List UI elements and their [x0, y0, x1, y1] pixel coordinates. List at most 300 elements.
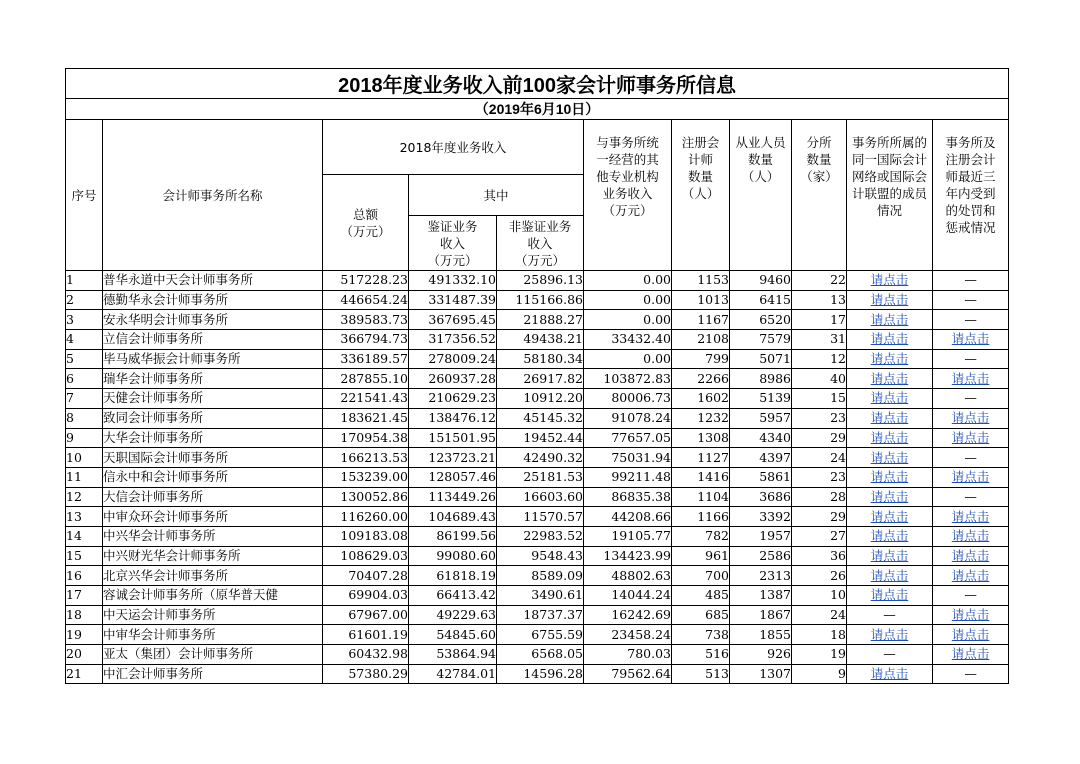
penalty-detail-link[interactable]: 请点击 [951, 331, 990, 347]
staff-count: 926 [730, 645, 792, 665]
table-row [66, 330, 1009, 350]
penalty-cell [933, 664, 1009, 684]
header-line: 业务收入 [602, 186, 653, 201]
table-row [66, 586, 1009, 606]
assurance-revenue: 317356.52 [409, 330, 497, 350]
non-assurance-revenue: 11570.57 [497, 507, 584, 527]
firm-name: 容诚会计师事务所（原华普天健 [103, 586, 323, 606]
non-assurance-revenue: 21888.27 [497, 310, 584, 330]
unified-other-revenue: 86835.38 [584, 487, 672, 507]
total-revenue: 446654.24 [323, 290, 409, 310]
assurance-revenue: 113449.26 [409, 487, 497, 507]
unified-other-revenue: 103872.83 [584, 369, 672, 389]
network-detail-link[interactable]: 请点击 [870, 390, 909, 406]
table-row [66, 408, 1009, 428]
header-line: 计联盟的成员 [851, 186, 927, 201]
total-revenue: 69904.03 [323, 586, 409, 606]
network-detail-link[interactable]: 请点击 [870, 331, 909, 347]
header-line: 从业人员 [735, 135, 786, 150]
assurance-revenue: 61818.19 [409, 566, 497, 586]
row-index: 19 [66, 625, 103, 645]
total-revenue: 108629.03 [323, 546, 409, 566]
header-line: 数量 [806, 152, 832, 167]
header-assurance [409, 216, 497, 271]
branch-count: 22 [792, 271, 847, 291]
empty-dash: — [964, 390, 977, 406]
staff-count: 5861 [730, 467, 792, 487]
unified-other-revenue: 23458.24 [584, 625, 672, 645]
header-line: 事务所所属的 [851, 135, 927, 150]
row-index: 7 [66, 389, 103, 409]
header-line: 注册会 [681, 135, 720, 150]
penalty-cell [933, 349, 1009, 369]
row-index: 9 [66, 428, 103, 448]
table-row [66, 389, 1009, 409]
cpa-count: 2108 [672, 330, 730, 350]
unified-other-revenue: 16242.69 [584, 605, 672, 625]
unified-other-revenue: 99211.48 [584, 467, 672, 487]
network-detail-link[interactable]: 请点击 [870, 587, 909, 603]
penalty-cell [933, 526, 1009, 546]
total-revenue: 109183.08 [323, 526, 409, 546]
assurance-revenue: 42784.01 [409, 664, 497, 684]
non-assurance-revenue: 8589.09 [497, 566, 584, 586]
empty-dash: — [883, 646, 896, 662]
header-non-assurance [497, 216, 584, 271]
staff-count: 1387 [730, 586, 792, 606]
header-line: 非鉴证业务 [508, 218, 572, 234]
table-row [66, 467, 1009, 487]
cpa-count: 516 [672, 645, 730, 665]
penalty-cell [933, 467, 1009, 487]
header-line: （万元） [602, 203, 653, 218]
unified-other-revenue: 48802.63 [584, 566, 672, 586]
total-revenue: 221541.43 [323, 389, 409, 409]
unified-other-revenue: 0.00 [584, 271, 672, 291]
firm-name: 天职国际会计师事务所 [103, 448, 323, 468]
staff-count: 4340 [730, 428, 792, 448]
cpa-count: 799 [672, 349, 730, 369]
non-assurance-revenue: 42490.32 [497, 448, 584, 468]
row-index: 8 [66, 408, 103, 428]
network-cell [847, 487, 933, 507]
assurance-revenue: 66413.42 [409, 586, 497, 606]
network-detail-link[interactable]: 请点击 [870, 469, 909, 485]
header-staff-count [730, 120, 792, 271]
branch-count: 36 [792, 546, 847, 566]
row-index: 3 [66, 310, 103, 330]
branch-count: 27 [792, 526, 847, 546]
table-row [66, 664, 1009, 684]
penalty-cell [933, 389, 1009, 409]
total-revenue: 366794.73 [323, 330, 409, 350]
cpa-count: 738 [672, 625, 730, 645]
header-penalty-info [933, 120, 1009, 271]
penalty-cell [933, 625, 1009, 645]
penalty-detail-link[interactable]: 请点击 [951, 508, 990, 524]
network-cell [847, 526, 933, 546]
assurance-revenue: 331487.39 [409, 290, 497, 310]
non-assurance-revenue: 25181.53 [497, 467, 584, 487]
cpa-count: 685 [672, 605, 730, 625]
header-line: 与事务所统 [596, 135, 659, 150]
network-detail-link[interactable]: 请点击 [870, 370, 909, 386]
penalty-cell [933, 645, 1009, 665]
staff-count: 7579 [730, 330, 792, 350]
firm-name: 中审华会计师事务所 [103, 625, 323, 645]
unified-other-revenue: 134423.99 [584, 546, 672, 566]
unified-other-revenue: 80006.73 [584, 389, 672, 409]
non-assurance-revenue: 49438.21 [497, 330, 584, 350]
non-assurance-revenue: 22983.52 [497, 526, 584, 546]
cpa-count: 1308 [672, 428, 730, 448]
table-row [66, 507, 1009, 527]
assurance-revenue: 86199.56 [409, 526, 497, 546]
header-line: 总额 [352, 206, 378, 222]
network-detail-link[interactable]: 请点击 [870, 449, 909, 465]
network-detail-link[interactable]: 请点击 [870, 488, 909, 504]
row-index: 13 [66, 507, 103, 527]
penalty-cell [933, 408, 1009, 428]
header-line: 鉴证业务 [427, 218, 478, 234]
penalty-cell [933, 546, 1009, 566]
header-network-membership [847, 120, 933, 271]
header-line: （家） [800, 169, 838, 184]
table-row [66, 271, 1009, 291]
penalty-cell [933, 330, 1009, 350]
row-index: 11 [66, 467, 103, 487]
network-detail-link[interactable]: 请点击 [870, 528, 909, 544]
assurance-revenue: 210629.23 [409, 389, 497, 409]
empty-dash: — [883, 607, 896, 623]
assurance-revenue: 49229.63 [409, 605, 497, 625]
branch-count: 24 [792, 448, 847, 468]
table-row [66, 290, 1009, 310]
non-assurance-revenue: 6755.59 [497, 625, 584, 645]
staff-count: 3686 [730, 487, 792, 507]
assurance-revenue: 54845.60 [409, 625, 497, 645]
staff-count: 1867 [730, 605, 792, 625]
staff-count: 5071 [730, 349, 792, 369]
unified-other-revenue: 75031.94 [584, 448, 672, 468]
penalty-detail-link[interactable]: 请点击 [951, 607, 990, 623]
penalty-cell [933, 487, 1009, 507]
firm-name: 中汇会计师事务所 [103, 664, 323, 684]
empty-dash: — [964, 666, 977, 682]
firm-name: 大信会计师事务所 [103, 487, 323, 507]
header-line: 注册会计 [945, 152, 996, 167]
row-index: 17 [66, 586, 103, 606]
cpa-count: 2266 [672, 369, 730, 389]
table-row [66, 349, 1009, 369]
total-revenue: 61601.19 [323, 625, 409, 645]
empty-dash: — [964, 449, 977, 465]
cpa-count: 782 [672, 526, 730, 546]
total-revenue: 153239.00 [323, 467, 409, 487]
staff-count: 1307 [730, 664, 792, 684]
assurance-revenue: 491332.10 [409, 271, 497, 291]
staff-count: 5957 [730, 408, 792, 428]
table-row [66, 369, 1009, 389]
network-detail-link[interactable]: 请点击 [870, 292, 909, 308]
cpa-count: 513 [672, 664, 730, 684]
header-line: 数量 [687, 169, 713, 184]
cpa-count: 1127 [672, 448, 730, 468]
branch-count: 18 [792, 625, 847, 645]
network-cell [847, 290, 933, 310]
firm-info-table [65, 68, 1009, 684]
cpa-count: 700 [672, 566, 730, 586]
cpa-count: 961 [672, 546, 730, 566]
unified-other-revenue: 33432.40 [584, 330, 672, 350]
non-assurance-revenue: 16603.60 [497, 487, 584, 507]
firm-name: 中天运会计师事务所 [103, 605, 323, 625]
network-detail-link[interactable]: 请点击 [870, 547, 909, 563]
branch-count: 29 [792, 507, 847, 527]
total-revenue: 130052.86 [323, 487, 409, 507]
header-of-which: 其中 [409, 175, 584, 216]
firm-name: 德勤华永会计师事务所 [103, 290, 323, 310]
non-assurance-revenue: 14596.28 [497, 664, 584, 684]
total-revenue: 517228.23 [323, 271, 409, 291]
penalty-detail-link[interactable]: 请点击 [951, 626, 990, 642]
assurance-revenue: 128057.46 [409, 467, 497, 487]
network-cell [847, 645, 933, 665]
non-assurance-revenue: 9548.43 [497, 546, 584, 566]
header-total [323, 175, 409, 271]
network-cell [847, 271, 933, 291]
total-revenue: 67967.00 [323, 605, 409, 625]
header-line: 他专业机构 [596, 169, 659, 184]
unified-other-revenue: 79562.64 [584, 664, 672, 684]
total-revenue: 287855.10 [323, 369, 409, 389]
row-index: 6 [66, 369, 103, 389]
header-firm-name: 会计师事务所名称 [103, 120, 323, 271]
network-cell [847, 310, 933, 330]
header-line: 的处罚和 [945, 203, 996, 218]
non-assurance-revenue: 25896.13 [497, 271, 584, 291]
empty-dash: — [964, 587, 977, 603]
assurance-revenue: 367695.45 [409, 310, 497, 330]
assurance-revenue: 123723.21 [409, 448, 497, 468]
firm-name: 普华永道中天会计师事务所 [103, 271, 323, 291]
header-line: （人） [741, 169, 780, 184]
empty-dash: — [964, 292, 977, 308]
header-line: 情况 [876, 203, 902, 218]
network-detail-link[interactable]: 请点击 [870, 311, 909, 327]
table-row [66, 625, 1009, 645]
header-cpa-count [672, 120, 730, 271]
network-detail-link[interactable]: 请点击 [870, 272, 909, 288]
network-cell [847, 369, 933, 389]
header-seq: 序号 [66, 120, 103, 271]
network-cell [847, 566, 933, 586]
page-title: 2018年度业务收入前100家会计师事务所信息 [66, 69, 1009, 99]
network-cell [847, 605, 933, 625]
network-detail-link[interactable]: 请点击 [870, 508, 909, 524]
firm-name: 天健会计师事务所 [103, 389, 323, 409]
total-revenue: 116260.00 [323, 507, 409, 527]
header-unified-other [584, 120, 672, 271]
staff-count: 8986 [730, 369, 792, 389]
non-assurance-revenue: 58180.34 [497, 349, 584, 369]
firm-name: 中审众环会计师事务所 [103, 507, 323, 527]
table-row [66, 645, 1009, 665]
penalty-cell [933, 566, 1009, 586]
firm-name: 信永中和会计师事务所 [103, 467, 323, 487]
penalty-detail-link[interactable]: 请点击 [951, 469, 990, 485]
staff-count: 1957 [730, 526, 792, 546]
assurance-revenue: 151501.95 [409, 428, 497, 448]
cpa-count: 1232 [672, 408, 730, 428]
total-revenue: 60432.98 [323, 645, 409, 665]
network-cell [847, 428, 933, 448]
row-index: 1 [66, 271, 103, 291]
header-line: （万元） [340, 223, 391, 239]
cpa-count: 1013 [672, 290, 730, 310]
network-detail-link[interactable]: 请点击 [870, 410, 909, 426]
total-revenue: 57380.29 [323, 664, 409, 684]
total-revenue: 166213.53 [323, 448, 409, 468]
firm-name: 瑞华会计师事务所 [103, 369, 323, 389]
firm-name: 中兴财光华会计师事务所 [103, 546, 323, 566]
unified-other-revenue: 19105.77 [584, 526, 672, 546]
network-detail-link[interactable]: 请点击 [870, 567, 909, 583]
network-cell [847, 546, 933, 566]
non-assurance-revenue: 18737.37 [497, 605, 584, 625]
assurance-revenue: 260937.28 [409, 369, 497, 389]
network-detail-link[interactable]: 请点击 [870, 351, 909, 367]
penalty-detail-link[interactable]: 请点击 [951, 410, 990, 426]
header-line: 网络或国际会 [851, 169, 927, 184]
staff-count: 2313 [730, 566, 792, 586]
branch-count: 23 [792, 408, 847, 428]
non-assurance-revenue: 26917.82 [497, 369, 584, 389]
cpa-count: 1416 [672, 467, 730, 487]
network-detail-link[interactable]: 请点击 [870, 429, 909, 445]
header-line: 年内受到 [945, 186, 996, 201]
table-row [66, 605, 1009, 625]
branch-count: 23 [792, 467, 847, 487]
penalty-cell [933, 428, 1009, 448]
header-line: 收入 [527, 235, 553, 251]
non-assurance-revenue: 10912.20 [497, 389, 584, 409]
branch-count: 29 [792, 428, 847, 448]
assurance-revenue: 138476.12 [409, 408, 497, 428]
staff-count: 2586 [730, 546, 792, 566]
penalty-detail-link[interactable]: 请点击 [951, 646, 990, 662]
penalty-cell [933, 271, 1009, 291]
staff-count: 5139 [730, 389, 792, 409]
unified-other-revenue: 0.00 [584, 310, 672, 330]
unified-other-revenue: 0.00 [584, 290, 672, 310]
penalty-detail-link[interactable]: 请点击 [951, 528, 990, 544]
branch-count: 26 [792, 566, 847, 586]
row-index: 2 [66, 290, 103, 310]
header-line: 同一国际会计 [851, 152, 927, 167]
cpa-count: 1153 [672, 271, 730, 291]
network-detail-link[interactable]: 请点击 [870, 666, 909, 682]
header-line: 收入 [439, 235, 465, 251]
branch-count: 9 [792, 664, 847, 684]
network-cell [847, 625, 933, 645]
network-cell [847, 467, 933, 487]
penalty-detail-link[interactable]: 请点击 [951, 547, 990, 563]
staff-count: 6520 [730, 310, 792, 330]
unified-other-revenue: 44208.66 [584, 507, 672, 527]
network-cell [847, 664, 933, 684]
header-line: （万元） [514, 252, 565, 268]
assurance-revenue: 104689.43 [409, 507, 497, 527]
penalty-cell [933, 448, 1009, 468]
branch-count: 12 [792, 349, 847, 369]
network-cell [847, 349, 933, 369]
penalty-detail-link[interactable]: 请点击 [951, 370, 990, 386]
assurance-revenue: 53864.94 [409, 645, 497, 665]
firm-name: 立信会计师事务所 [103, 330, 323, 350]
table-row [66, 428, 1009, 448]
staff-count: 3392 [730, 507, 792, 527]
empty-dash: — [964, 311, 977, 327]
total-revenue: 170954.38 [323, 428, 409, 448]
empty-dash: — [964, 351, 977, 367]
network-detail-link[interactable]: 请点击 [870, 626, 909, 642]
staff-count: 6415 [730, 290, 792, 310]
unified-other-revenue: 91078.24 [584, 408, 672, 428]
header-line: （人） [681, 186, 720, 201]
table-row [66, 566, 1009, 586]
table-row [66, 526, 1009, 546]
unified-other-revenue: 780.03 [584, 645, 672, 665]
firm-name: 毕马威华振会计师事务所 [103, 349, 323, 369]
penalty-cell [933, 290, 1009, 310]
penalty-cell [933, 586, 1009, 606]
penalty-detail-link[interactable]: 请点击 [951, 567, 990, 583]
table-row [66, 448, 1009, 468]
header-revenue-group: 2018年度业务收入 [323, 120, 584, 175]
row-index: 14 [66, 526, 103, 546]
network-cell [847, 389, 933, 409]
penalty-cell [933, 310, 1009, 330]
penalty-detail-link[interactable]: 请点击 [951, 429, 990, 445]
unified-other-revenue: 14044.24 [584, 586, 672, 606]
row-index: 21 [66, 664, 103, 684]
non-assurance-revenue: 45145.32 [497, 408, 584, 428]
table-row [66, 546, 1009, 566]
total-revenue: 336189.57 [323, 349, 409, 369]
non-assurance-revenue: 6568.05 [497, 645, 584, 665]
row-index: 16 [66, 566, 103, 586]
firm-name: 北京兴华会计师事务所 [103, 566, 323, 586]
firm-name: 大华会计师事务所 [103, 428, 323, 448]
branch-count: 13 [792, 290, 847, 310]
unified-other-revenue: 77657.05 [584, 428, 672, 448]
total-revenue: 183621.45 [323, 408, 409, 428]
table-row [66, 487, 1009, 507]
header-branch-count [792, 120, 847, 271]
network-cell [847, 586, 933, 606]
total-revenue: 70407.28 [323, 566, 409, 586]
cpa-count: 1167 [672, 310, 730, 330]
firm-name: 亚太（集团）会计师事务所 [103, 645, 323, 665]
table-row [66, 310, 1009, 330]
header-line: 事务所及 [945, 135, 996, 150]
branch-count: 28 [792, 487, 847, 507]
branch-count: 24 [792, 605, 847, 625]
penalty-cell [933, 507, 1009, 527]
non-assurance-revenue: 115166.86 [497, 290, 584, 310]
network-cell [847, 330, 933, 350]
